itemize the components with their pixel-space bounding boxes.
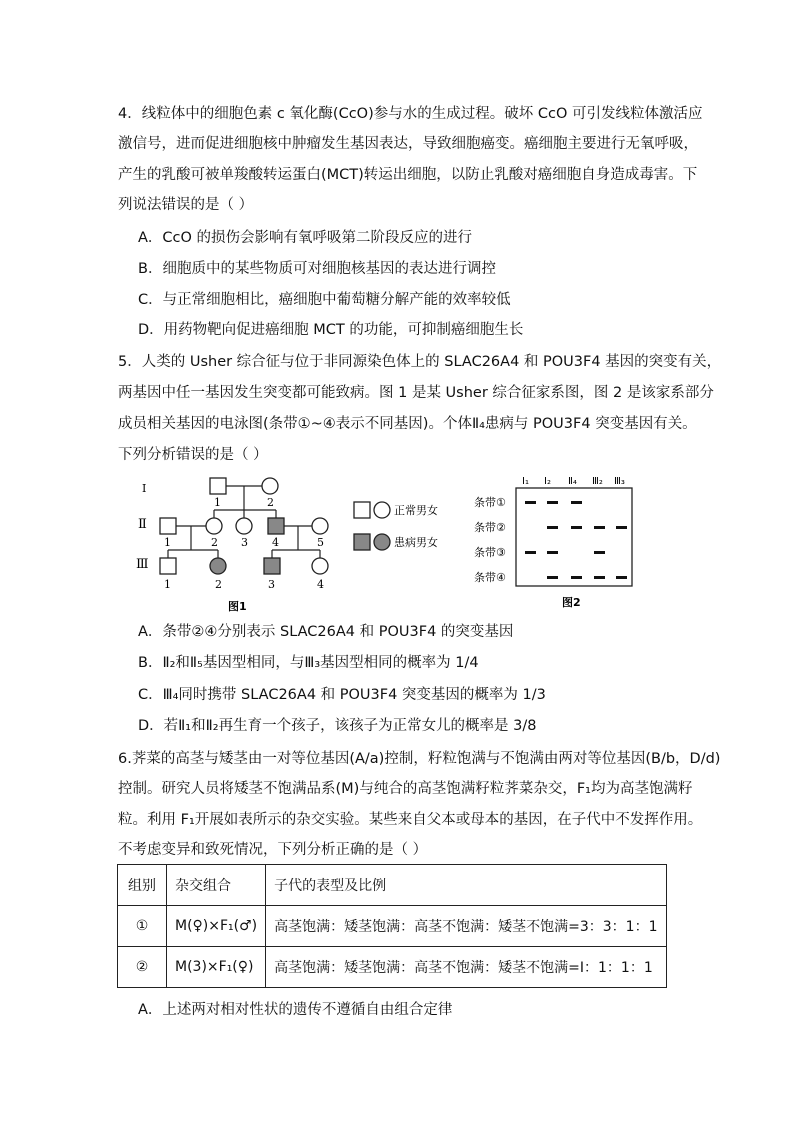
q5-stem-line-4: 下列分析错误的是（ ） <box>118 447 268 463</box>
q6-stem-line-3: 粒。利用 F₁开展如表所示的杂交实验。某些来自父本或母本的基因，在子代中不发挥作用。 <box>118 812 703 828</box>
q4-option-c: C．与正常细胞相比，癌细胞中葡萄糖分解产能的效率较低 <box>138 292 511 308</box>
table-cell: M(♀)×F₁(♂) <box>167 906 266 947</box>
row-label-3: 条带③ <box>474 546 506 559</box>
cross-table <box>117 864 667 988</box>
individual-I1 <box>210 478 226 494</box>
label-III3: 3 <box>268 578 275 591</box>
individual-II2 <box>206 518 222 534</box>
q6-stem-line-4: 不考虑变异和致死情况，下列分析正确的是（ ） <box>118 842 428 858</box>
q4-stem-line-4: 列说法错误的是（ ） <box>118 197 254 213</box>
col-label-3: Ⅱ₄ <box>568 476 577 487</box>
individual-III3 <box>264 558 280 574</box>
legend-affected-male <box>354 534 370 550</box>
band-r2-c4 <box>594 526 605 529</box>
q4-option-a: A．CcO 的损伤会影响有氧呼吸第二阶段反应的进行 <box>138 230 473 246</box>
band-r4-c5 <box>616 576 627 579</box>
band-r4-c4 <box>594 576 605 579</box>
table-header-cell: 组别 <box>118 865 167 906</box>
band-r2-c3 <box>571 526 582 529</box>
row-label-2: 条带② <box>474 521 506 534</box>
fig1-caption: 图1 <box>228 600 247 613</box>
individual-III2 <box>210 558 226 574</box>
band-r1-c3 <box>571 501 582 504</box>
legend-normal-male <box>354 502 370 518</box>
label-II4: 4 <box>272 536 279 549</box>
band-r4-c3 <box>571 576 582 579</box>
col-label-5: Ⅲ₃ <box>614 476 625 487</box>
gen-label-2: Ⅱ <box>138 517 147 532</box>
individual-I2 <box>262 478 278 494</box>
col-label-4: Ⅲ₂ <box>592 476 603 487</box>
band-r1-c2 <box>547 501 558 504</box>
band-r2-c5 <box>616 526 627 529</box>
legend-normal-label: 正常男女 <box>394 504 438 517</box>
individual-II4 <box>268 518 284 534</box>
q4-option-d: D．用药物靶向促进癌细胞 MCT 的功能，可抑制癌细胞生长 <box>138 322 524 338</box>
band-r4-c2 <box>547 576 558 579</box>
band-r3-c2 <box>547 551 558 554</box>
individual-III4 <box>312 558 328 574</box>
label-I1: 1 <box>214 496 221 509</box>
table-row <box>118 947 667 988</box>
q5-stem-line-1: 5．人类的 Usher 综合征与位于非同源染色体上的 SLAC26A4 和 POU3F4 基因的突变有关， <box>118 354 722 370</box>
individual-III1 <box>160 558 176 574</box>
table-cell: ① <box>118 906 167 947</box>
gen-label-1: Ⅰ <box>142 482 147 495</box>
band-r1-c1 <box>525 501 536 504</box>
label-II2: 2 <box>211 536 218 549</box>
band-r3-c4 <box>594 551 605 554</box>
band-r3-c1 <box>525 551 536 554</box>
q5-option-a: A．条带②④分别表示 SLAC26A4 和 POU3F4 的突变基因 <box>138 624 514 640</box>
individual-II1 <box>160 518 176 534</box>
table-cell: 高茎饱满：矮茎饱满：高茎不饱满：矮茎不饱满=3：3：1：1 <box>266 906 666 947</box>
fig2-caption: 图2 <box>562 596 581 609</box>
table-cell: ② <box>118 947 167 988</box>
label-III2: 2 <box>215 578 222 591</box>
label-I2: 2 <box>267 496 274 509</box>
col-label-1: Ⅰ₁ <box>522 476 529 487</box>
label-II3: 3 <box>241 536 248 549</box>
q4-stem-line-3: 产生的乳酸可被单羧酸转运蛋白(MCT)转运出细胞，以防止乳酸对癌细胞自身造成毒害。下 <box>118 167 698 183</box>
legend-affected-label: 患病男女 <box>394 536 438 549</box>
q4-stem-line-1: 4．线粒体中的细胞色素 c 氧化酶(CcO)参与水的生成过程。破坏 CcO 可引发线粒体激活应 <box>118 106 703 122</box>
table-header-row <box>118 865 667 906</box>
q5-stem-line-3: 成员相关基因的电泳图(条带①~④表示不同基因)。个体Ⅱ₄患病与 POU3F4 突变基因有关。 <box>118 416 697 432</box>
table-header-cell: 子代的表型及比例 <box>266 865 666 906</box>
table-cell: M(3)×F₁(♀) <box>167 947 266 988</box>
q4-stem-line-2: 激信号，进而促进细胞核中肿瘤发生基因表达，导致细胞癌变。癌细胞主要进行无氧呼吸， <box>118 136 698 152</box>
q5-option-c: C．Ⅲ₄同时携带 SLAC26A4 和 POU3F4 突变基因的概率为 1/3 <box>138 687 546 703</box>
table-header-cell: 杂交组合 <box>167 865 266 906</box>
label-II5: 5 <box>317 536 324 549</box>
col-label-2: Ⅰ₂ <box>544 476 551 487</box>
legend-affected-female <box>374 534 390 550</box>
q6-option-a: A．上述两对相对性状的遗传不遵循自由组合定律 <box>138 1002 453 1018</box>
label-II1: 1 <box>164 536 171 549</box>
q5-stem-line-2: 两基因中任一基因发生突变都可能致病。图 1 是某 Usher 综合征家系图，图 2 是该家系部分 <box>118 385 714 401</box>
individual-II5 <box>312 518 328 534</box>
gen-label-3: Ⅲ <box>136 557 149 572</box>
electrophoresis-figure <box>470 472 650 616</box>
label-III1: 1 <box>164 578 171 591</box>
table-cell: 高茎饱满：矮茎饱满：高茎不饱满：矮茎不饱满=I：1：1：1 <box>266 947 666 988</box>
band-r2-c2 <box>547 526 558 529</box>
q5-option-b: B．Ⅱ₂和Ⅱ₅基因型相同，与Ⅲ₃基因型相同的概率为 1/4 <box>138 655 479 671</box>
q5-option-d: D．若Ⅱ₁和Ⅱ₂再生育一个孩子，该孩子为正常女儿的概率是 3/8 <box>138 718 537 734</box>
pedigree-figure <box>130 470 460 619</box>
individual-II3 <box>236 518 252 534</box>
legend-normal-female <box>374 502 390 518</box>
q6-stem-line-1: 6.荠菜的高茎与矮茎由一对等位基因(A/a)控制，籽粒饱满与不饱满由两对等位基因(B/b，D/d) <box>118 751 721 767</box>
row-label-4: 条带④ <box>474 571 506 584</box>
label-III4: 4 <box>317 578 324 591</box>
q4-option-b: B．细胞质中的某些物质可对细胞核基因的表达进行调控 <box>138 261 496 277</box>
row-label-1: 条带① <box>474 496 506 509</box>
table-row <box>118 906 667 947</box>
q6-stem-line-2: 控制。研究人员将矮茎不饱满品系(M)与纯合的高茎饱满籽粒荠菜杂交，F₁均为高茎饱满籽 <box>118 781 693 797</box>
